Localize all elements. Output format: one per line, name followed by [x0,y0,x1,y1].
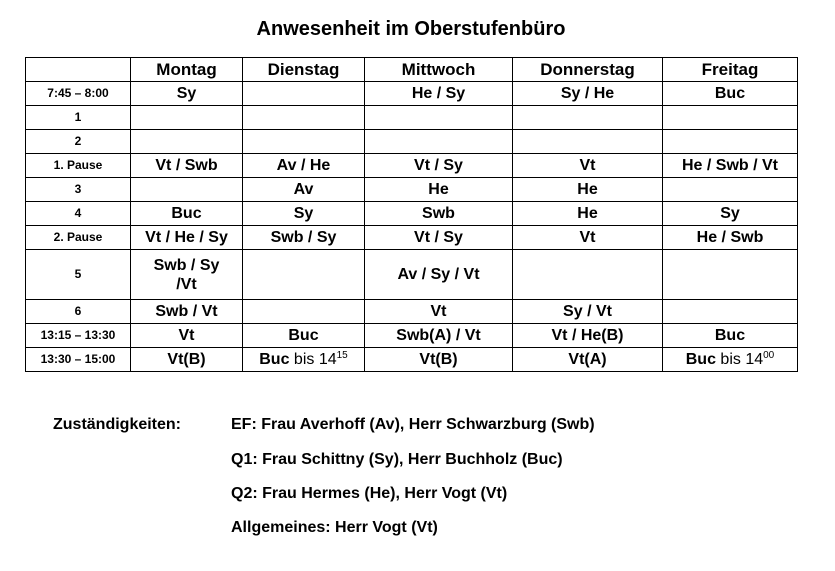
responsibility-line: Q1: Frau Schittny (Sy), Herr Buchholz (Buc) [231,451,563,468]
table-cell: Vt [513,226,663,250]
row-label: 2 [26,130,131,154]
attendance-table [25,57,798,372]
table-cell: Buc [243,324,365,348]
table-cell [131,178,243,202]
table-cell [131,130,243,154]
day-header-donnerstag: Donnerstag [513,58,663,82]
table-cell [513,130,663,154]
corner-cell [26,58,131,82]
row-label: 5 [26,250,131,300]
table-cell: Av / Sy / Vt [365,250,513,300]
table-cell: Vt / Sy [365,154,513,178]
table-cell [663,250,798,300]
table-cell: He / Swb / Vt [663,154,798,178]
table-row [26,130,798,154]
table-cell: He [513,202,663,226]
table-cell: Swb / Sy /Vt [131,250,243,300]
day-header-montag: Montag [131,58,243,82]
until-time: 14 [318,351,337,368]
until-word: bis [293,351,315,368]
until-name: Buc [259,351,290,368]
table-cell [365,130,513,154]
table-cell: Buc [131,202,243,226]
row-label: 1. Pause [26,154,131,178]
table-cell: He / Swb [663,226,798,250]
table-cell: Av [243,178,365,202]
table-cell: Vt(B) [365,348,513,372]
page-title: Anwesenheit im Oberstufenbüro [256,18,566,40]
table-cell-until [243,348,365,372]
table-row [26,250,798,300]
table-cell: He [513,178,663,202]
row-label: 3 [26,178,131,202]
table-cell [663,178,798,202]
table-cell: Vt / Swb [131,154,243,178]
until-name: Buc [685,351,716,368]
responsibility-line: EF: Frau Averhoff (Av), Herr Schwarzburg (Swb) [231,416,595,433]
row-label: 13:30 – 15:00 [26,348,131,372]
day-header-mittwoch: Mittwoch [365,58,513,82]
table-cell: Vt(A) [513,348,663,372]
table-row [26,226,798,250]
table-cell [243,82,365,106]
table-cell: Av / He [243,154,365,178]
table-row [26,300,798,324]
table-cell: He [365,178,513,202]
table-cell: Vt [365,300,513,324]
table-row [26,202,798,226]
day-header-dienstag: Dienstag [243,58,365,82]
table-row [26,348,798,372]
day-header-freitag: Freitag [663,58,798,82]
responsibilities-label: Zuständigkeiten: [53,416,182,433]
table-cell: Sy [131,82,243,106]
table-cell [243,300,365,324]
table-cell: He / Sy [365,82,513,106]
table-cell: Sy [663,202,798,226]
table-row [26,106,798,130]
until-time-minutes: 15 [336,350,348,361]
until-word: bis [720,351,741,368]
table-cell [131,106,243,130]
table-cell [663,106,798,130]
table-cell [663,130,798,154]
table-cell [663,300,798,324]
table-cell: Vt [131,324,243,348]
row-label: 4 [26,202,131,226]
table-cell: Buc [663,324,798,348]
table-cell: Swb(A) / Vt [365,324,513,348]
row-label: 6 [26,300,131,324]
table-row [26,154,798,178]
header-row [26,58,798,82]
row-label: 2. Pause [26,226,131,250]
table-cell [513,106,663,130]
until-time: 14 [745,351,764,368]
table-cell: Vt [513,154,663,178]
table-cell: Vt / He(B) [513,324,663,348]
row-label: 13:15 – 13:30 [26,324,131,348]
table-cell: Buc [663,82,798,106]
table-cell: Swb / Sy [243,226,365,250]
table-cell: Vt(B) [131,348,243,372]
until-time-minutes: 00 [763,350,775,361]
table-cell-until [663,348,798,372]
table-cell [243,250,365,300]
table-row [26,82,798,106]
table-cell [365,106,513,130]
table-cell: Sy / Vt [513,300,663,324]
table-row [26,324,798,348]
table-cell: Swb / Vt [131,300,243,324]
table-cell [513,250,663,300]
table-cell [243,130,365,154]
table-cell: Sy / He [513,82,663,106]
row-label: 1 [26,106,131,130]
responsibility-line: Allgemeines: Herr Vogt (Vt) [231,519,438,536]
responsibility-line: Q2: Frau Hermes (He), Herr Vogt (Vt) [231,485,508,502]
table-cell: Swb [365,202,513,226]
table-cell [243,106,365,130]
table-cell: Sy [243,202,365,226]
row-label: 7:45 – 8:00 [26,82,131,106]
table-cell: Vt / Sy [365,226,513,250]
table-cell: Vt / He / Sy [131,226,243,250]
table-row [26,178,798,202]
